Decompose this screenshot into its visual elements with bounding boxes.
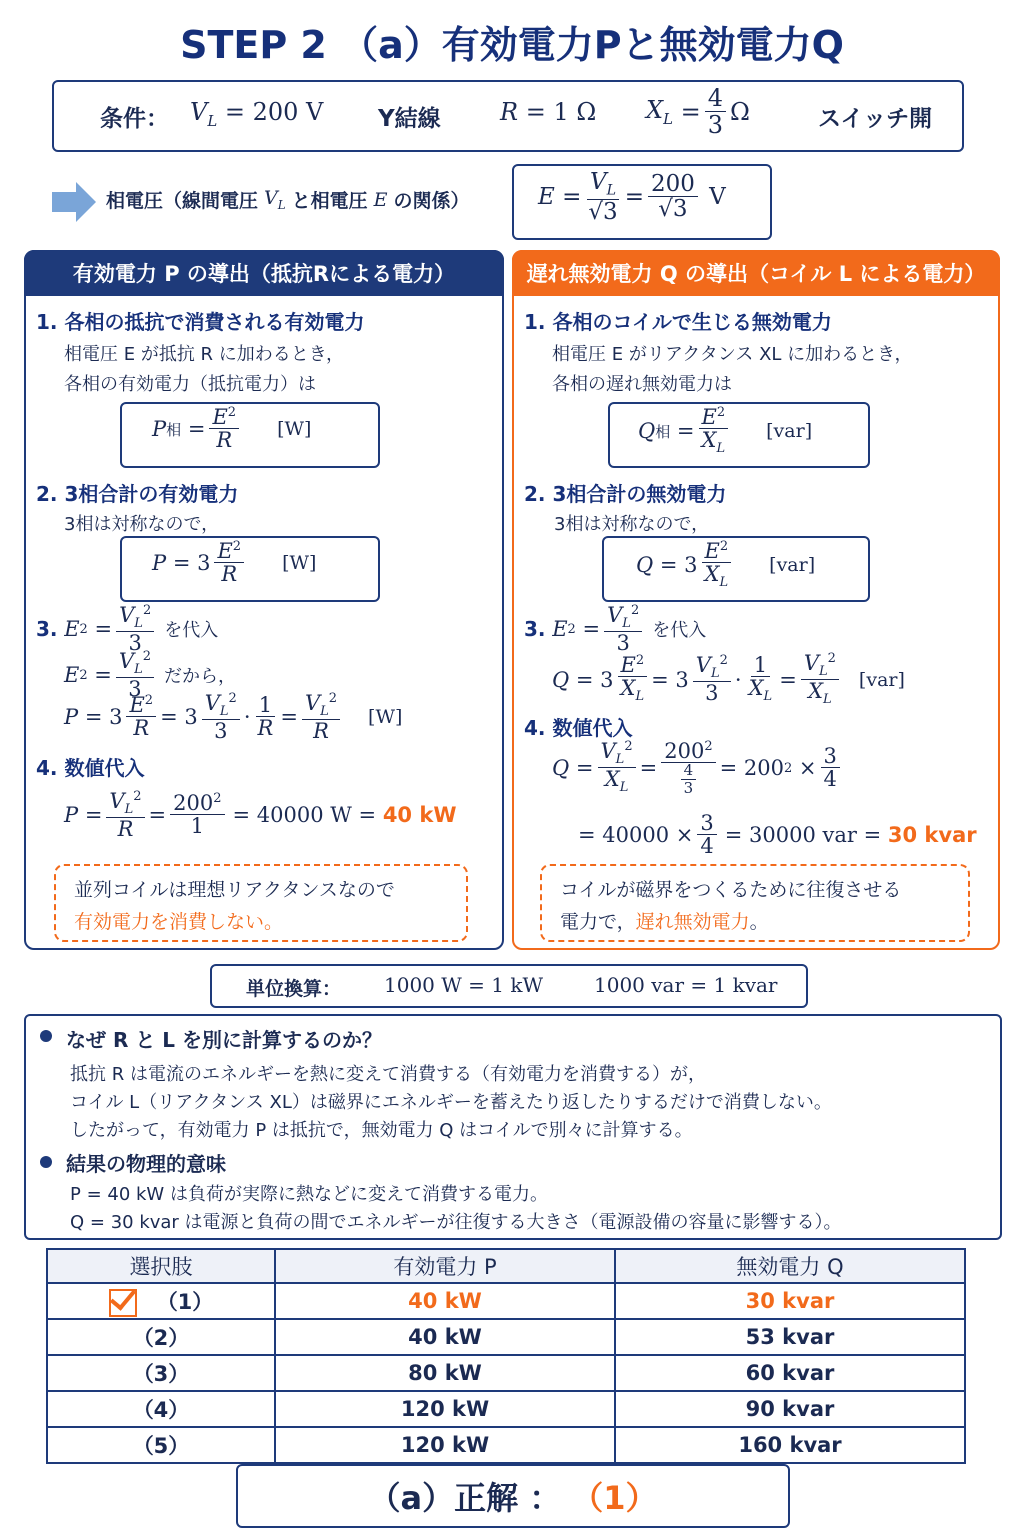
explain-q2-line2: Q = 30 kvar は電源と負荷の間でエネルギーが往復する大きさ（電源設備の容量に影響する）。 [70, 1212, 842, 1233]
condition-vl: $V_L = 200$ V [190, 98, 324, 130]
left-note-line1: 並列コイルは理想リアクタンスなので [74, 879, 395, 901]
answer-value: （1） [571, 1479, 658, 1517]
unit-conv-label: 単位換算： [246, 978, 342, 1000]
bullet-icon [40, 1156, 52, 1168]
right-unit-var-1: [var] [766, 420, 813, 443]
bullet-icon [40, 1030, 52, 1042]
right-step2-line1: 3相は対称なので， [554, 514, 710, 535]
header-active-power: 有効電力 P [275, 1249, 615, 1283]
left-step2-title: 2. 3相合計の有効電力 [36, 482, 239, 506]
arrow-right-icon [52, 182, 98, 222]
phase-voltage-label: 相電圧（線間電圧 $V_L$ と相電圧 E の関係） [106, 187, 470, 212]
reactive-power-cell: 60 kvar [615, 1355, 965, 1391]
checkmark-icon [109, 1289, 137, 1317]
conditions-label: 条件： [100, 106, 169, 132]
active-power-cell: 120 kW [275, 1391, 615, 1427]
right-step4-eq1: Q = $\frac{V_L^2}{X_L}$ = $\frac{200^2}{\frac{4}{3}}$ = 200 2 × $\frac{3}{4}$ [552, 740, 844, 796]
answer-box [236, 1464, 790, 1528]
right-result-num: = 30000 var = [724, 823, 882, 848]
unit-conv-var: 1000 var = 1 kvar [594, 973, 778, 997]
explain-q1-line1: 抵抗 R は電流のエネルギーを熱に変えて消費する（有効電力を消費する）が， [70, 1064, 706, 1085]
right-note-line2c: 。 [749, 911, 769, 933]
right-step3-label: 3. [524, 617, 546, 642]
header-choice: 選択肢 [47, 1249, 275, 1283]
left-formula-p-phase: P 相 = $\frac{E^2}{R}$ [W] [120, 402, 380, 468]
active-power-header: 有効電力 P の導出（抵抗Rによる電力） [24, 250, 504, 296]
right-step3-derivation: Q = 3 $\frac{E^2}{X_L}$ = 3 $\frac{V_L^2}{3}$ · $\frac{1}{X_L}$ = $\frac{V_L^2}{X_L}$ [var] [552, 651, 905, 708]
reactive-power-cell: 30 kvar [615, 1283, 965, 1319]
conditions-box [52, 80, 964, 152]
answer-label: （a）正解 ： [368, 1479, 562, 1517]
left-step3-derivation: P = 3 $\frac{E^2}{R}$ = 3 $\frac{V_L^2}{3}$ · $\frac{1}{R}$ = $\frac{V_L^2}{R}$ [W] [64, 691, 403, 743]
unit-conv-w: 1000 W = 1 kW [384, 973, 544, 997]
left-result-num: = 40000 W = [232, 803, 377, 828]
left-unit-w-2: [W] [282, 552, 317, 575]
reactive-power-cell: 160 kvar [615, 1427, 965, 1463]
right-unit-var-2: [var] [769, 554, 816, 577]
left-note-line2: 有効電力を消費しない。 [74, 911, 284, 933]
explanation-box [24, 1014, 1002, 1240]
left-step1-line2: 各相の有効電力（抵抗電力）は [64, 374, 316, 395]
left-step3-because-text: だから， [164, 666, 237, 688]
active-power-cell: 80 kW [275, 1355, 615, 1391]
left-step1-title: 1. 各相の抵抗で消費される有効電力 [36, 310, 365, 334]
right-note-line2a: 電力で， [560, 911, 636, 933]
left-step3-label: 3. [36, 617, 58, 642]
phase-voltage-formula: E = $\frac{V_L}{√3}$ = $\frac{200}{√3}$ V [512, 164, 772, 240]
left-step4-result: P = $\frac{V_L^2}{R}$ = $\frac{200^2}{1}$ = 40000 W = 40 kW [64, 789, 457, 841]
right-note [540, 864, 970, 942]
left-step3-because: E 2 = $\frac{V_L^2}{3}$ だから， [64, 649, 237, 701]
table-row[interactable] [47, 1355, 965, 1391]
left-step3-sub-text: を代入 [164, 620, 219, 642]
left-unit-w-3: [W] [368, 706, 403, 729]
choice-cell: （2） [47, 1319, 275, 1355]
phase-label-c: の関係） [393, 190, 470, 212]
right-step4-title: 4. 数値代入 [524, 716, 633, 740]
choice-cell [47, 1283, 275, 1319]
choice-cell: （4） [47, 1391, 275, 1427]
condition-r: R = 1 Ω [500, 98, 597, 126]
left-step3-sub: 3. E 2 = $\frac{V_L^2}{3}$ を代入 [36, 603, 219, 655]
left-formula-p-total: P = 3 $\frac{E^2}{R}$ [W] [120, 536, 380, 602]
right-result-value: 30 kvar [887, 823, 977, 848]
header-reactive-power: 無効電力 Q [615, 1249, 965, 1283]
reactive-power-header: 遅れ無効電力 Q の導出（コイル L による電力） [512, 250, 1000, 296]
explain-q2-line1: P = 40 kW は負荷が実際に熱などに変えて消費する電力。 [70, 1184, 548, 1205]
page-title: STEP 2 （a）有効電力Pと無効電力Q [180, 23, 844, 67]
right-step1-title: 1. 各相のコイルで生じる無効電力 [524, 310, 832, 334]
condition-r-value: = 1 Ω [525, 98, 597, 126]
reactive-power-cell: 90 kvar [615, 1391, 965, 1427]
table-row[interactable] [47, 1391, 965, 1427]
condition-switch: スイッチ開 [818, 106, 933, 132]
table-row[interactable] [47, 1283, 965, 1319]
choice-cell: （5） [47, 1427, 275, 1463]
left-step4-title: 4. 数値代入 [36, 756, 145, 780]
explain-q1: なぜ R と L を別に計算するのか？ [66, 1028, 382, 1052]
right-step2-title: 2. 3相合計の無効電力 [524, 482, 727, 506]
right-step1-line1: 相電圧 E がリアクタンス XL に加わるとき， [552, 344, 913, 365]
left-step2-line1: 3相は対称なので， [64, 514, 220, 535]
condition-connection: Y結線 [378, 106, 441, 132]
active-power-cell: 40 kW [275, 1319, 615, 1355]
right-note-line2b: 遅れ無効電力 [635, 911, 750, 933]
condition-vl-value: = 200 V [224, 98, 324, 126]
phase-label-a: 相電圧（線間電圧 [106, 190, 259, 212]
explain-q1-line2: コイル L（リアクタンス XL）は磁界にエネルギーを蓄えたり返したりするだけで消費しない。 [70, 1092, 832, 1113]
right-note-line1: コイルが磁界をつくるために往復させる [560, 879, 902, 901]
left-result-value: 40 kW [382, 803, 457, 828]
table-header-row [47, 1249, 965, 1283]
choices-table [46, 1248, 966, 1464]
condition-xl-unit: Ω [730, 98, 750, 127]
condition-xl: $X_L$ = $\frac{4}{3}$ Ω [646, 84, 750, 140]
explain-q1-line3: したがって，有効電力 P は抵抗で，無効電力 Q はコイルで別々に計算する。 [70, 1120, 693, 1141]
phase-label-b: と相電圧 [291, 190, 368, 212]
right-unit-var-3: [var] [858, 668, 905, 691]
table-row[interactable] [47, 1427, 965, 1463]
right-step3-sub-text: を代入 [652, 620, 707, 642]
active-power-cell: 40 kW [275, 1283, 615, 1319]
table-row[interactable] [47, 1319, 965, 1355]
left-note [54, 864, 468, 942]
reactive-power-cell: 53 kvar [615, 1319, 965, 1355]
left-step1-line1: 相電圧 E が抵抗 R に加わるとき， [64, 344, 345, 365]
right-formula-q-phase: Q 相 = $\frac{E^2}{X_L}$ [var] [608, 402, 870, 468]
choice-label: （1） [156, 1289, 214, 1314]
right-formula-q-total: Q = 3 $\frac{E^2}{X_L}$ [var] [602, 536, 870, 602]
choice-cell: （3） [47, 1355, 275, 1391]
right-step4-result: = 40000 × $\frac{3}{4}$ = 30000 var = 30 kvar [578, 811, 977, 859]
left-unit-w-1: [W] [277, 418, 312, 441]
right-step3-sub: 3. E 2 = $\frac{V_L^2}{3}$ を代入 [524, 603, 707, 655]
explain-q2: 結果の物理的意味 [66, 1152, 226, 1176]
unit-conversion-box [210, 964, 808, 1008]
right-step1-line2: 各相の遅れ無効電力は [552, 374, 732, 395]
active-power-cell: 120 kW [275, 1427, 615, 1463]
